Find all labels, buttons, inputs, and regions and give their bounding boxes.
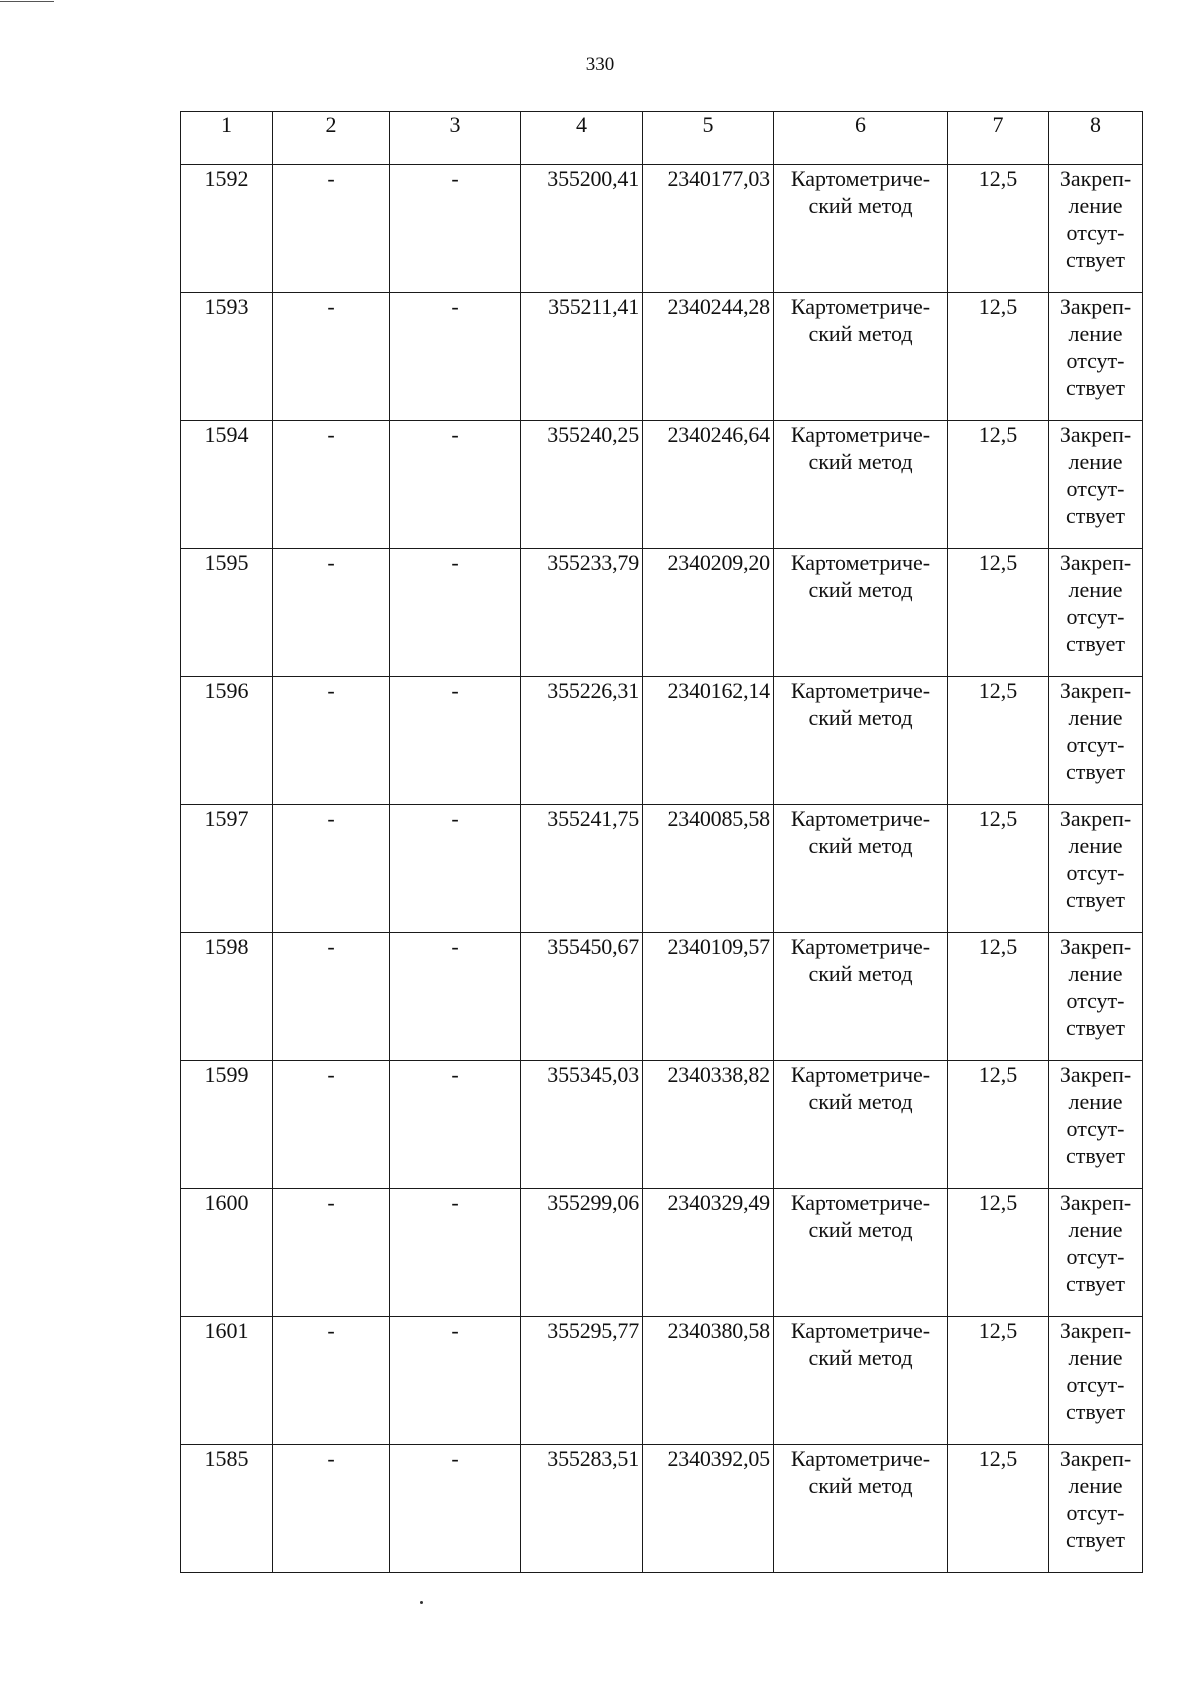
column-header: 5 [643, 112, 774, 165]
fixation-line: ствует [1065, 247, 1126, 272]
fixation-line: ление [1068, 961, 1123, 986]
method-line: ский метод [808, 1217, 913, 1242]
column-3-value: - [451, 934, 459, 959]
point-number: 1598 [204, 934, 249, 959]
fixation-line: ствует [1065, 503, 1126, 528]
column-2-value: - [327, 1446, 335, 1471]
column-3-value: - [451, 678, 459, 703]
y-coordinate-cell [643, 1317, 774, 1445]
column-3-cell [390, 1317, 521, 1445]
point-number-cell [181, 293, 273, 421]
fixation-line: ление [1068, 321, 1123, 346]
point-number-cell [181, 1317, 273, 1445]
accuracy-cell [948, 165, 1049, 293]
column-2-value: - [327, 166, 335, 191]
column-header: 1 [181, 112, 273, 165]
method-line: ский метод [808, 1345, 913, 1370]
point-number-cell [181, 933, 273, 1061]
column-2-value: - [327, 422, 335, 447]
method-cell [774, 165, 948, 293]
y-coordinate: 2340329,49 [667, 1190, 770, 1215]
method-line: Картометриче- [790, 294, 931, 319]
method-line: ский метод [808, 193, 913, 218]
accuracy-value: 12,5 [978, 1062, 1018, 1087]
column-3-value: - [451, 1446, 459, 1471]
y-coordinate-cell [643, 549, 774, 677]
accuracy-cell [948, 1061, 1049, 1189]
method-line: ский метод [808, 449, 913, 474]
fixation-line: отсут- [1066, 604, 1125, 629]
method-line: Картометриче- [790, 166, 931, 191]
method-line: Картометриче- [790, 1446, 931, 1471]
x-coordinate: 355211,41 [548, 294, 639, 319]
table-body [181, 165, 1143, 1573]
column-3-value: - [451, 294, 459, 319]
column-3-cell [390, 1061, 521, 1189]
fixation-cell [1049, 165, 1143, 293]
column-2-value: - [327, 1190, 335, 1215]
accuracy-value: 12,5 [978, 550, 1018, 575]
coordinates-table [180, 111, 1143, 1573]
fixation-cell [1049, 1445, 1143, 1573]
fixation-line: ствует [1065, 631, 1126, 656]
column-3-cell [390, 933, 521, 1061]
fixation-line: Закреп- [1059, 294, 1132, 319]
accuracy-value: 12,5 [978, 1318, 1018, 1343]
column-3-cell [390, 293, 521, 421]
table-row [181, 1189, 1143, 1317]
point-number: 1595 [204, 550, 249, 575]
point-number-cell [181, 677, 273, 805]
accuracy-value: 12,5 [978, 294, 1018, 319]
x-coordinate-cell [521, 165, 643, 293]
column-2-cell [273, 165, 390, 293]
method-line: Картометриче- [790, 1318, 931, 1343]
method-line: ский метод [808, 1473, 913, 1498]
x-coordinate-cell [521, 805, 643, 933]
column-header: 7 [948, 112, 1049, 165]
x-coordinate-cell [521, 1189, 643, 1317]
fixation-line: ствует [1065, 759, 1126, 784]
method-line: Картометриче- [790, 1190, 931, 1215]
column-3-value: - [451, 422, 459, 447]
fixation-line: ствует [1065, 1399, 1126, 1424]
column-3-cell [390, 421, 521, 549]
fixation-line: ление [1068, 449, 1123, 474]
fixation-line: Закреп- [1059, 1190, 1132, 1215]
y-coordinate-cell [643, 1061, 774, 1189]
fixation-cell [1049, 1317, 1143, 1445]
method-line: Картометриче- [790, 678, 931, 703]
point-number: 1600 [204, 1190, 249, 1215]
column-2-cell [273, 805, 390, 933]
y-coordinate-cell [643, 805, 774, 933]
method-line: ский метод [808, 321, 913, 346]
column-3-cell [390, 677, 521, 805]
y-coordinate-cell [643, 1445, 774, 1573]
fixation-line: отсут- [1066, 476, 1125, 501]
column-3-cell [390, 1189, 521, 1317]
accuracy-value: 12,5 [978, 934, 1018, 959]
fixation-line: отсут- [1066, 1500, 1125, 1525]
column-2-cell [273, 677, 390, 805]
fixation-line: отсут- [1066, 860, 1125, 885]
x-coordinate-cell [521, 1317, 643, 1445]
point-number-cell [181, 1189, 273, 1317]
column-2-cell [273, 293, 390, 421]
accuracy-value: 12,5 [978, 1446, 1018, 1471]
column-header: 2 [273, 112, 390, 165]
accuracy-cell [948, 1445, 1049, 1573]
x-coordinate: 355240,25 [547, 422, 639, 447]
fixation-line: ление [1068, 833, 1123, 858]
method-cell [774, 549, 948, 677]
fixation-line: ление [1068, 1345, 1123, 1370]
column-2-value: - [327, 550, 335, 575]
column-2-value: - [327, 678, 335, 703]
point-number-cell [181, 549, 273, 677]
y-coordinate: 2340392,05 [667, 1446, 770, 1471]
accuracy-cell [948, 1189, 1049, 1317]
accuracy-value: 12,5 [978, 422, 1018, 447]
column-header: 8 [1049, 112, 1143, 165]
method-cell [774, 1317, 948, 1445]
column-3-value: - [451, 806, 459, 831]
accuracy-cell [948, 933, 1049, 1061]
column-2-cell [273, 1189, 390, 1317]
y-coordinate: 2340380,58 [667, 1318, 770, 1343]
point-number: 1599 [204, 1062, 249, 1087]
point-number-cell [181, 165, 273, 293]
fixation-cell [1049, 1061, 1143, 1189]
fixation-line: ствует [1065, 887, 1126, 912]
fixation-line: ление [1068, 1473, 1123, 1498]
accuracy-value: 12,5 [978, 1190, 1018, 1215]
accuracy-cell [948, 549, 1049, 677]
table-header-row [181, 112, 1143, 165]
fixation-cell [1049, 677, 1143, 805]
column-2-cell [273, 1445, 390, 1573]
point-number: 1601 [204, 1318, 249, 1343]
x-coordinate: 355345,03 [547, 1062, 639, 1087]
y-coordinate-cell [643, 1189, 774, 1317]
column-3-cell [390, 805, 521, 933]
fixation-line: отсут- [1066, 732, 1125, 757]
fixation-line: отсут- [1066, 1372, 1125, 1397]
point-number: 1597 [204, 806, 249, 831]
x-coordinate-cell [521, 1445, 643, 1573]
fixation-line: Закреп- [1059, 678, 1132, 703]
method-cell [774, 933, 948, 1061]
method-line: Картометриче- [790, 1062, 931, 1087]
fixation-line: ление [1068, 193, 1123, 218]
fixation-line: ствует [1065, 1271, 1126, 1296]
x-coordinate-cell [521, 549, 643, 677]
column-header: 4 [521, 112, 643, 165]
column-header: 6 [774, 112, 948, 165]
column-3-value: - [451, 1318, 459, 1343]
fixation-line: ствует [1065, 375, 1126, 400]
method-line: Картометриче- [790, 422, 931, 447]
fixation-cell [1049, 805, 1143, 933]
column-2-cell [273, 549, 390, 677]
table-row [181, 805, 1143, 933]
y-coordinate-cell [643, 677, 774, 805]
table-row [181, 421, 1143, 549]
column-2-value: - [327, 806, 335, 831]
table-row [181, 1061, 1143, 1189]
accuracy-value: 12,5 [978, 166, 1018, 191]
method-cell [774, 677, 948, 805]
x-coordinate: 355226,31 [547, 678, 639, 703]
y-coordinate: 2340162,14 [667, 678, 770, 703]
point-number: 1594 [204, 422, 249, 447]
accuracy-cell [948, 1317, 1049, 1445]
fixation-line: Закреп- [1059, 806, 1132, 831]
column-2-cell [273, 421, 390, 549]
x-coordinate-cell [521, 293, 643, 421]
fixation-cell [1049, 933, 1143, 1061]
y-coordinate-cell [643, 421, 774, 549]
accuracy-cell [948, 677, 1049, 805]
method-cell [774, 293, 948, 421]
table-row [181, 677, 1143, 805]
fixation-line: отсут- [1066, 1244, 1125, 1269]
fixation-line: ление [1068, 705, 1123, 730]
y-coordinate: 2340338,82 [667, 1062, 770, 1087]
fixation-line: ствует [1065, 1143, 1126, 1168]
table-row [181, 1445, 1143, 1573]
fixation-line: ление [1068, 577, 1123, 602]
method-cell [774, 421, 948, 549]
method-cell [774, 1061, 948, 1189]
table-row [181, 933, 1143, 1061]
y-coordinate: 2340177,03 [667, 166, 770, 191]
column-3-value: - [451, 166, 459, 191]
x-coordinate: 355233,79 [547, 550, 639, 575]
fixation-line: отсут- [1066, 988, 1125, 1013]
x-coordinate: 355283,51 [547, 1446, 639, 1471]
column-2-value: - [327, 934, 335, 959]
column-3-cell [390, 165, 521, 293]
method-cell [774, 1189, 948, 1317]
accuracy-value: 12,5 [978, 678, 1018, 703]
y-coordinate: 2340109,57 [667, 934, 770, 959]
point-number: 1592 [204, 166, 249, 191]
column-2-cell [273, 1317, 390, 1445]
column-3-cell [390, 1445, 521, 1573]
fixation-line: ление [1068, 1217, 1123, 1242]
column-3-cell [390, 549, 521, 677]
point-number-cell [181, 805, 273, 933]
point-number-cell [181, 421, 273, 549]
accuracy-cell [948, 293, 1049, 421]
method-line: ский метод [808, 833, 913, 858]
table-row [181, 549, 1143, 677]
column-3-value: - [451, 550, 459, 575]
column-2-value: - [327, 1062, 335, 1087]
point-number: 1593 [204, 294, 249, 319]
fixation-line: ствует [1065, 1015, 1126, 1040]
fixation-line: Закреп- [1059, 1318, 1132, 1343]
x-coordinate-cell [521, 421, 643, 549]
method-line: Картометриче- [790, 550, 931, 575]
x-coordinate-cell [521, 677, 643, 805]
fixation-cell [1049, 293, 1143, 421]
method-line: ский метод [808, 961, 913, 986]
fixation-cell [1049, 421, 1143, 549]
fixation-line: ствует [1065, 1527, 1126, 1552]
method-line: Картометриче- [790, 806, 931, 831]
point-number: 1585 [204, 1446, 249, 1471]
column-3-value: - [451, 1190, 459, 1215]
fixation-line: Закреп- [1059, 1446, 1132, 1471]
column-3-value: - [451, 1062, 459, 1087]
method-cell [774, 805, 948, 933]
column-2-value: - [327, 1318, 335, 1343]
x-coordinate: 355450,67 [547, 934, 639, 959]
page-number: 330 [585, 54, 615, 75]
method-line: Картометриче- [790, 934, 931, 959]
y-coordinate: 2340085,58 [667, 806, 770, 831]
method-line: ский метод [808, 1089, 913, 1114]
corner-scan-mark [0, 1, 54, 2]
table-row [181, 165, 1143, 293]
x-coordinate-cell [521, 933, 643, 1061]
method-cell [774, 1445, 948, 1573]
y-coordinate-cell [643, 933, 774, 1061]
x-coordinate: 355299,06 [547, 1190, 639, 1215]
fixation-cell [1049, 549, 1143, 677]
fixation-line: отсут- [1066, 220, 1125, 245]
fixation-line: ление [1068, 1089, 1123, 1114]
x-coordinate: 355200,41 [547, 166, 639, 191]
y-coordinate: 2340244,28 [667, 294, 770, 319]
fixation-line: Закреп- [1059, 550, 1132, 575]
x-coordinate: 355241,75 [547, 806, 639, 831]
x-coordinate: 355295,77 [547, 1318, 639, 1343]
fixation-line: Закреп- [1059, 934, 1132, 959]
y-coordinate-cell [643, 293, 774, 421]
accuracy-cell [948, 805, 1049, 933]
point-number-cell [181, 1445, 273, 1573]
accuracy-value: 12,5 [978, 806, 1018, 831]
table-row [181, 1317, 1143, 1445]
method-line: ский метод [808, 705, 913, 730]
y-coordinate: 2340209,20 [667, 550, 770, 575]
column-2-cell [273, 1061, 390, 1189]
point-number: 1596 [204, 678, 249, 703]
y-coordinate-cell [643, 165, 774, 293]
fixation-cell [1049, 1189, 1143, 1317]
column-2-value: - [327, 294, 335, 319]
scan-speck [420, 1601, 423, 1604]
table-row [181, 293, 1143, 421]
column-header: 3 [390, 112, 521, 165]
method-line: ский метод [808, 577, 913, 602]
column-2-cell [273, 933, 390, 1061]
fixation-line: отсут- [1066, 1116, 1125, 1141]
fixation-line: отсут- [1066, 348, 1125, 373]
fixation-line: Закреп- [1059, 166, 1132, 191]
y-coordinate: 2340246,64 [667, 422, 770, 447]
fixation-line: Закреп- [1059, 422, 1132, 447]
fixation-line: Закреп- [1059, 1062, 1132, 1087]
point-number-cell [181, 1061, 273, 1189]
accuracy-cell [948, 421, 1049, 549]
x-coordinate-cell [521, 1061, 643, 1189]
